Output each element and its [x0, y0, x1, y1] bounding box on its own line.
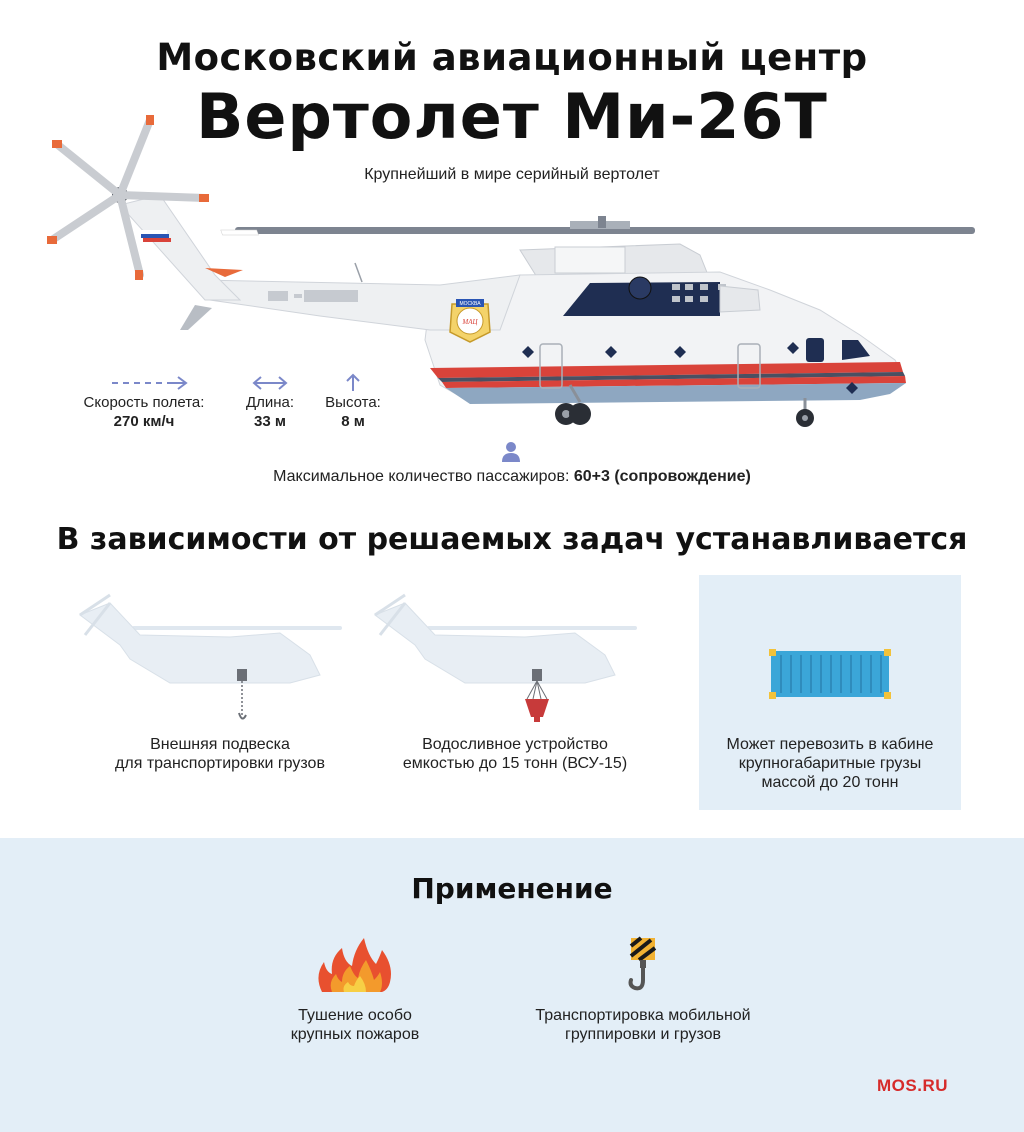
emblem-text-top: МОСКВА [459, 301, 481, 307]
passengers-label: Максимальное количество пассажиров: [273, 468, 570, 485]
application-firefighting-caption [225, 1006, 485, 1044]
passengers-info [0, 468, 1024, 486]
spec-speed-label: Скорость полета: [83, 394, 205, 411]
helicopter-hook-icon [70, 575, 370, 725]
task-external-sling [70, 575, 370, 810]
task-water-bucket [365, 575, 665, 810]
crane-hook-icon [623, 936, 663, 994]
tasks-title: В зависимости от решаемых задач устанавливается [56, 522, 968, 557]
task-water-bucket-caption [365, 735, 665, 773]
caption-line: Водосливное устройство [422, 736, 608, 753]
caption-line: крупногабаритные грузы [738, 755, 922, 772]
applications-title: Применение [411, 872, 613, 905]
title-line-2: Вертолет Ми-26Т [196, 80, 828, 153]
spec-speed-value: 270 км/ч [113, 413, 175, 430]
dashed-arrow-right-icon [74, 372, 214, 394]
emblem-text-mid: МАЦ [462, 318, 478, 326]
spec-speed [74, 372, 214, 432]
application-transport-caption [513, 1006, 773, 1044]
spec-height-label: Высота: [325, 394, 381, 411]
flag-icon [221, 230, 259, 235]
task-external-sling-caption [70, 735, 370, 773]
caption-line: группировки и грузов [565, 1026, 721, 1043]
container-icon [699, 575, 961, 725]
caption-line: Транспортировка мобильной [535, 1007, 751, 1024]
caption-line: Внешняя подвеска [150, 736, 290, 753]
caption-line: Может перевозить в кабине [726, 736, 934, 753]
application-transport [513, 936, 773, 1044]
spec-length-label: Длина: [245, 394, 295, 411]
mos-ru-logo[interactable]: MOS.RU [877, 1076, 948, 1095]
person-icon [500, 440, 522, 462]
task-cabin-cargo [699, 575, 961, 810]
spec-height [314, 372, 392, 432]
applications-section [0, 838, 1024, 1132]
caption-line: крупных пожаров [290, 1026, 420, 1043]
passengers-value: 60+3 (сопровождение) [573, 468, 751, 485]
helicopter-bucket-icon [365, 575, 665, 725]
caption-line: массой до 20 тонн [761, 774, 899, 791]
double-arrow-icon [230, 372, 310, 394]
fire-icon [310, 936, 400, 994]
task-cabin-cargo-caption [699, 735, 961, 792]
title-line-1: Московский авиационный центр [156, 36, 868, 79]
application-firefighting [225, 936, 485, 1044]
caption-line: для транспортировки грузов [115, 755, 325, 772]
spec-height-value: 8 м [341, 413, 365, 430]
spec-length-value: 33 м [254, 413, 286, 430]
subtitle: Крупнейший в мире серийный вертолет [364, 166, 660, 183]
caption-line: емкостью до 15 тонн (ВСУ-15) [402, 755, 628, 772]
caption-line: Тушение особо [298, 1007, 412, 1024]
spec-length [230, 372, 310, 432]
arrow-up-icon [314, 372, 392, 394]
